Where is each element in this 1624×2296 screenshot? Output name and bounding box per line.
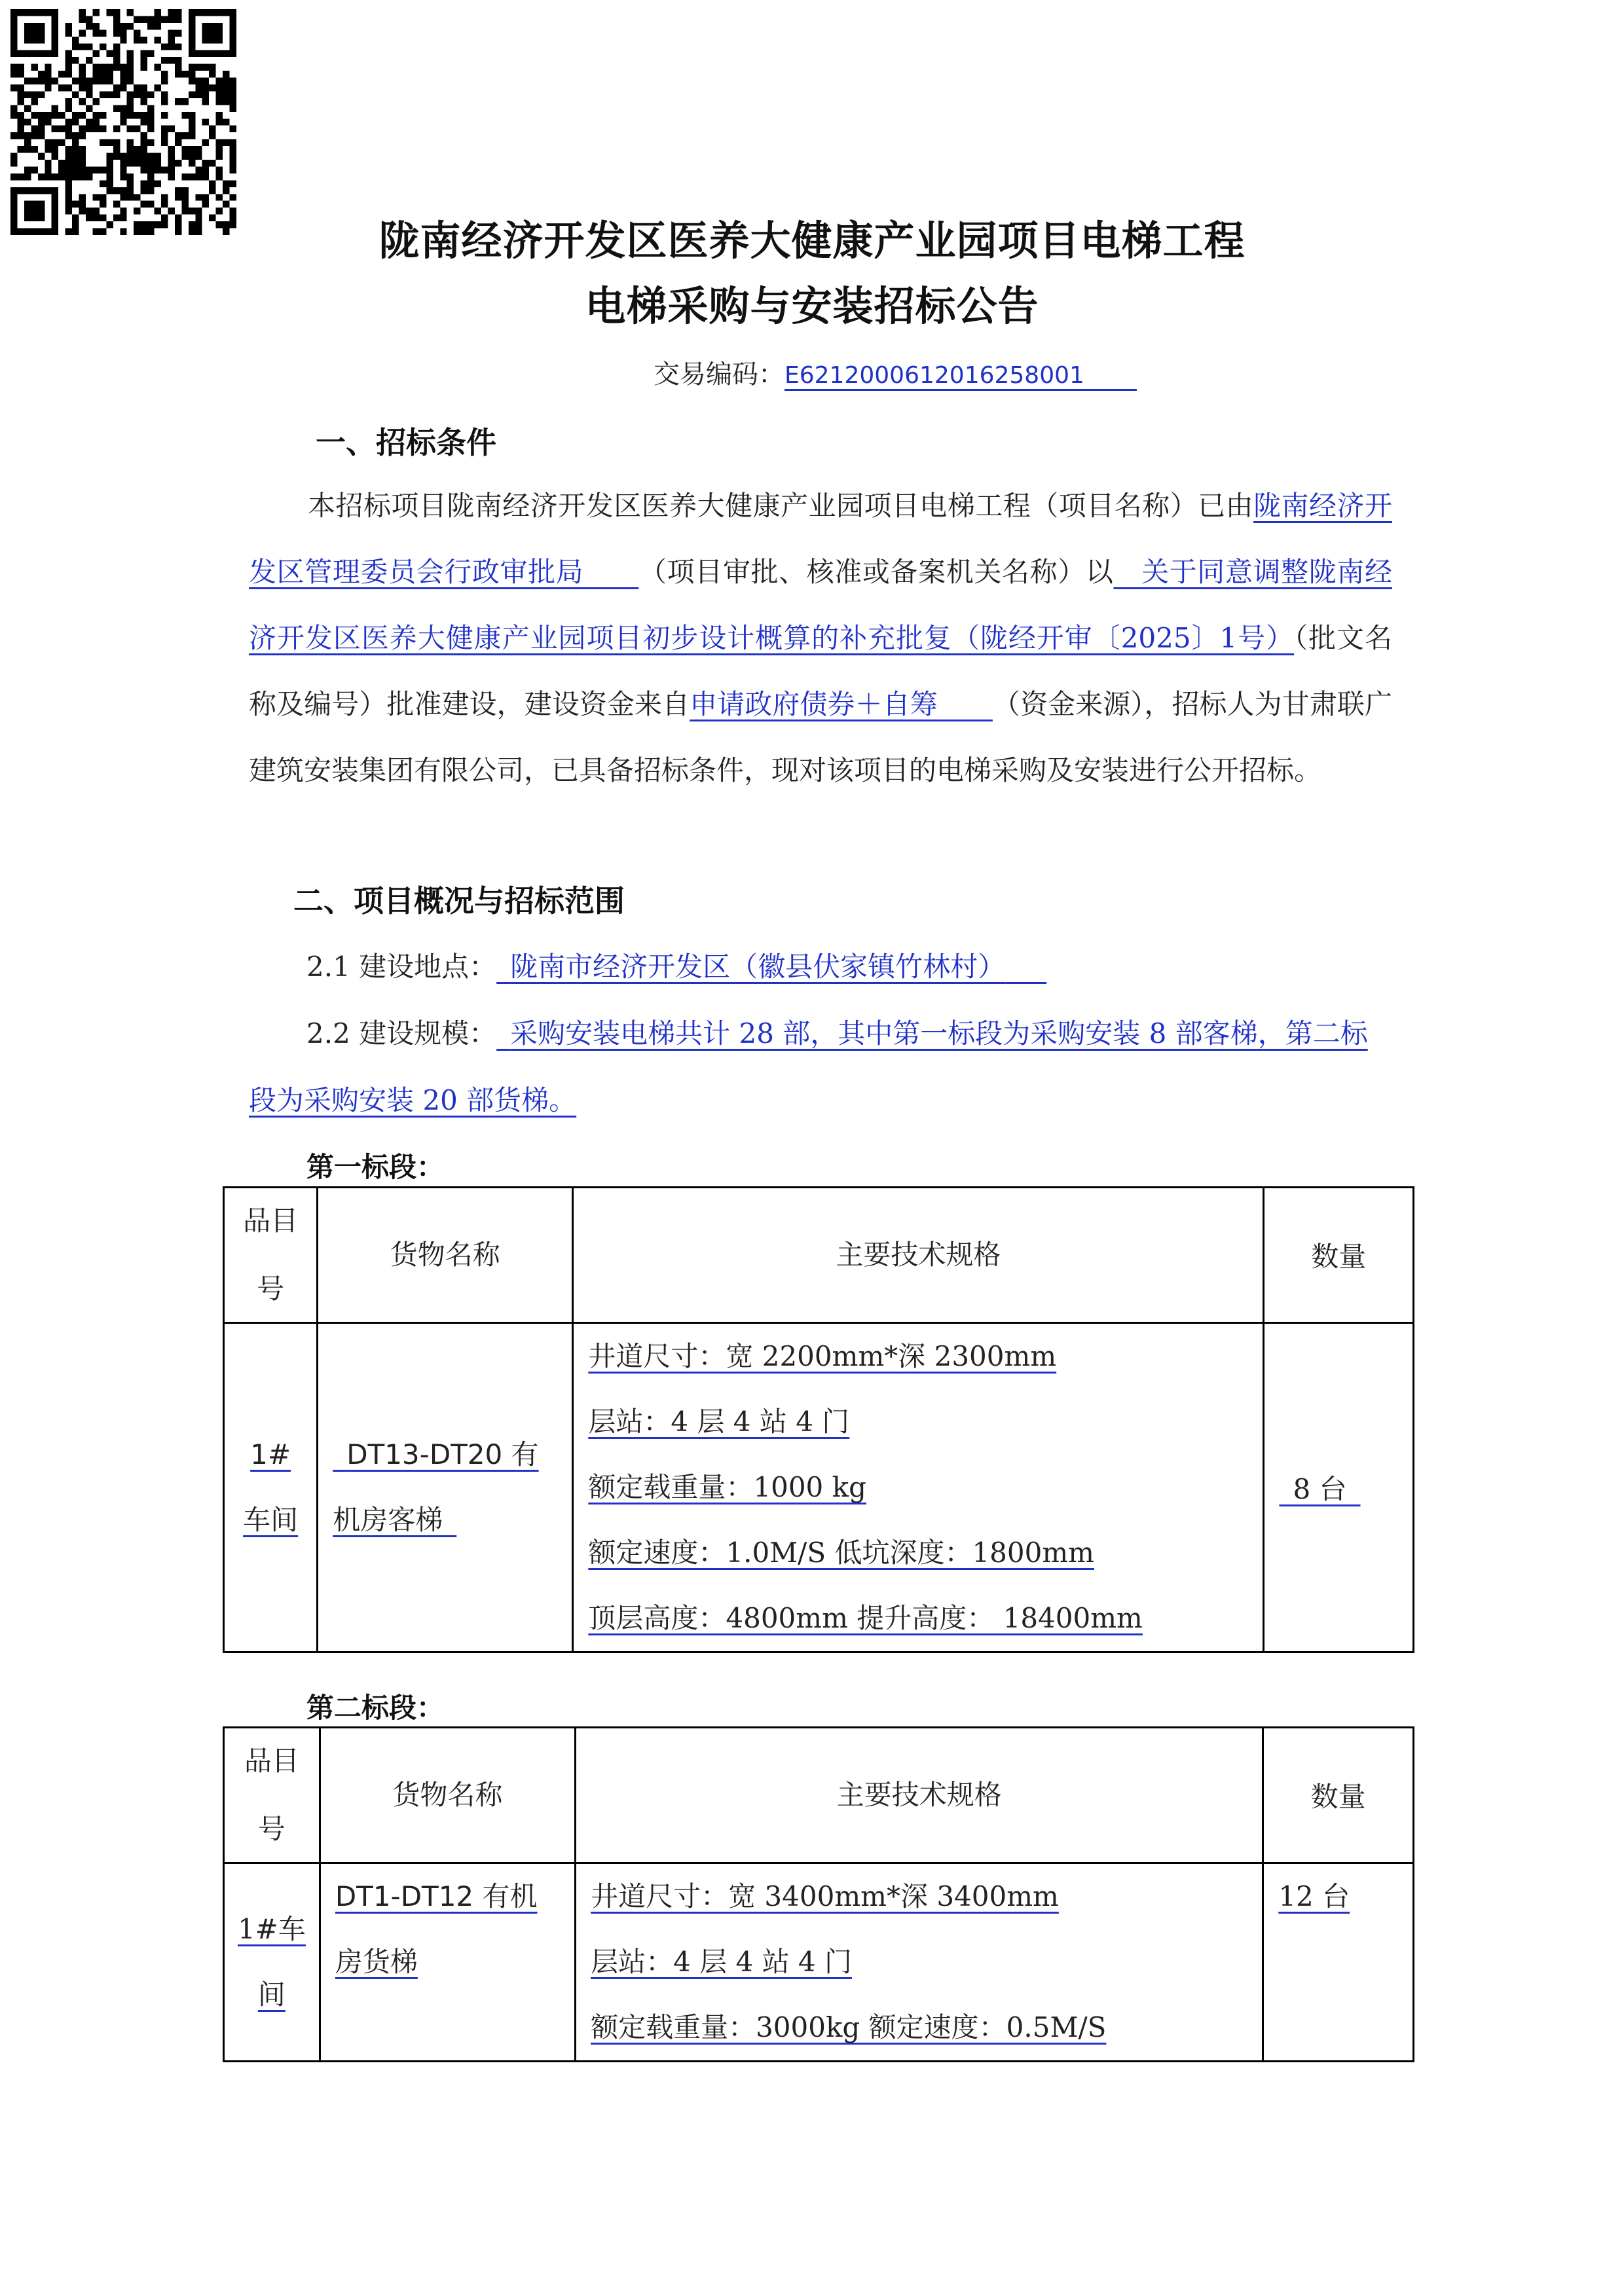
scale-value-1: 采购安装电梯共计 28 部，其中第一标段为采购安装 8 部客梯，第二标 bbox=[510, 1017, 1368, 1049]
lot2-spec-line: 额定载重量：3000kg 额定速度：0.5M/S bbox=[591, 2011, 1107, 2043]
location-value: 陇南市经济开发区（徽县伏家镇竹林村） bbox=[510, 951, 1006, 983]
lot1-table bbox=[223, 1186, 1414, 1653]
p1-text-4: （资金来源），招标人为甘肃联广建筑安装集团有限公司，已具备招标条件，现对该项目的电梯采购及安装进行公开招标。 bbox=[249, 688, 1392, 786]
lot1-goods-name: DT13-DT20 有 机房客梯 bbox=[318, 1323, 573, 1652]
lot1-quantity: 8 台 bbox=[1264, 1323, 1414, 1652]
p1-text-2: （项目审批、核准或备案机关名称）以 bbox=[638, 556, 1114, 588]
header-specs: 主要技术规格 bbox=[573, 1188, 1264, 1323]
approver-name: 陇南经济开发区管理委员会行政审批局 bbox=[249, 490, 1392, 588]
lot1-label: 第一标段： bbox=[306, 1151, 445, 1183]
lot1-spec-line: 井道尺寸：宽 2200mm*深 2300mm bbox=[588, 1340, 1057, 1372]
header-quantity: 数量 bbox=[1263, 1728, 1414, 1863]
lot2-specs bbox=[576, 1863, 1263, 2062]
lot2-spec-line: 井道尺寸：宽 3400mm*深 3400mm bbox=[591, 1880, 1059, 1912]
scale-line bbox=[306, 1012, 1368, 1051]
header-goods-name: 货物名称 bbox=[318, 1188, 573, 1323]
scale-value-2: 段为采购安装 20 部货梯。 bbox=[249, 1084, 577, 1116]
p1-text-1: 本招标项目陇南经济开发区医养大健康产业园项目电梯工程（项目名称）已由 bbox=[308, 490, 1254, 522]
page-title-line-1: 陇南经济开发区医养大健康产业园项目电梯工程 bbox=[378, 217, 1246, 264]
header-goods-name: 货物名称 bbox=[320, 1728, 575, 1863]
table-header-row bbox=[224, 1188, 1414, 1323]
section-heading-project-overview: 二、项目概况与招标范围 bbox=[293, 883, 625, 919]
lot1-spec-line: 额定速度：1.0M/S 低坑深度：1800mm bbox=[588, 1537, 1094, 1569]
lot2-quantity: 12 台 bbox=[1263, 1863, 1414, 2062]
table-row bbox=[224, 1863, 1414, 2062]
scale-label: 2.2 建设规模： bbox=[306, 1017, 497, 1049]
table-header-row bbox=[224, 1728, 1414, 1863]
tender-conditions-paragraph bbox=[249, 473, 1392, 803]
lot2-table bbox=[223, 1726, 1414, 2062]
header-item-no: 品目 号 bbox=[224, 1188, 318, 1323]
header-quantity: 数量 bbox=[1264, 1188, 1414, 1323]
lot1-item-no: 1# 车间 bbox=[224, 1323, 318, 1652]
lot1-specs bbox=[573, 1323, 1264, 1652]
transaction-code-value: E6212000612016258001 bbox=[784, 362, 1084, 389]
location-label: 2.1 建设地点： bbox=[306, 951, 497, 983]
p1-text-3: （批文名称及编号）批准建设，建设资金来自 bbox=[249, 622, 1392, 720]
table-row bbox=[224, 1323, 1414, 1652]
lot2-goods-name: DT1-DT12 有机 房货梯 bbox=[320, 1863, 575, 2062]
lot2-label: 第二标段： bbox=[306, 1692, 445, 1724]
section-heading-tender-conditions: 一、招标条件 bbox=[316, 425, 496, 460]
transaction-code bbox=[654, 354, 1137, 391]
lot1-spec-line: 顶层高度：4800mm 提升高度： 18400mm bbox=[588, 1602, 1143, 1634]
qr-code-icon bbox=[10, 9, 236, 235]
lot1-spec-line: 层站：4 层 4 站 4 门 bbox=[588, 1406, 850, 1438]
transaction-code-label: 交易编码： bbox=[654, 359, 784, 390]
page-title-line-2: 电梯采购与安装招标公告 bbox=[585, 282, 1039, 330]
header-specs: 主要技术规格 bbox=[576, 1728, 1263, 1863]
lot2-item-no: 1#车 间 bbox=[224, 1863, 320, 2062]
header-item-no: 品目 号 bbox=[224, 1728, 320, 1863]
lot2-spec-line: 层站：4 层 4 站 4 门 bbox=[591, 1946, 852, 1978]
lot1-spec-line: 额定载重量：1000 kg bbox=[588, 1471, 866, 1503]
location-line bbox=[306, 945, 1046, 985]
funding-source: 申请政府债券＋自筹 bbox=[690, 688, 938, 720]
approval-document: 关于同意调整陇南经济开发区医养大健康产业园项目初步设计概算的补充批复（陇经开审〔2025〕1号） bbox=[249, 556, 1392, 654]
